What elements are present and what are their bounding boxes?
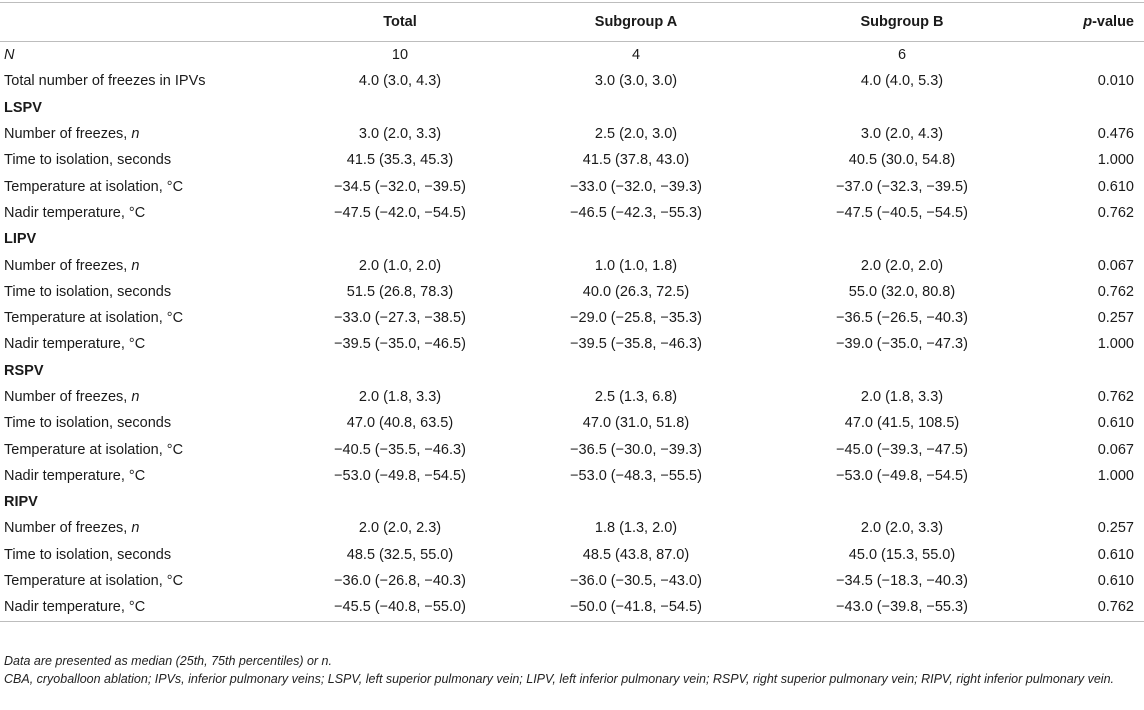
row-label (0, 436, 300, 462)
cell-p-value: 0.762 (1097, 204, 1134, 221)
row-label (0, 331, 300, 357)
cell-subgroup-b: 2.0 (2.0, 3.3) (860, 520, 944, 537)
table-row (0, 384, 1144, 410)
cell-total: 2.0 (2.0, 2.3) (358, 520, 442, 537)
row-label-text: Temperature at isolation, °C (4, 178, 184, 195)
row-label-text: Number of freezes, (4, 389, 132, 405)
cell-subgroup-a: −53.0 (−48.3, −55.5) (570, 467, 702, 484)
row-label-text: Number of freezes, (4, 126, 132, 143)
header-total: Total (300, 3, 500, 42)
cell-subgroup-b: −53.0 (−49.8, −54.5) (836, 467, 968, 484)
table-row (0, 279, 1144, 305)
section-spacer (500, 226, 772, 252)
table-row (0, 305, 1144, 331)
cell-total: −53.0 (−49.8, −54.5) (334, 467, 466, 484)
cell-subgroup-a: 48.5 (43.8, 87.0) (582, 546, 690, 563)
cell-subgroup-b: 3.0 (2.0, 4.3) (860, 126, 944, 143)
section-spacer (500, 358, 772, 384)
cell-p-value: 0.610 (1097, 573, 1134, 590)
row-label-italic: n (131, 126, 140, 143)
n-subgroup-b: 6 (897, 47, 907, 64)
row-label (0, 568, 300, 594)
row-label-text: Temperature at isolation, °C (4, 573, 184, 590)
section-spacer (300, 95, 500, 121)
row-label-text: Nadir temperature, °C (4, 599, 146, 616)
row-label-text: Nadir temperature, °C (4, 336, 146, 353)
cell-p-value: 0.762 (1097, 389, 1134, 405)
cell-subgroup-a: −36.5 (−30.0, −39.3) (570, 441, 702, 458)
section-spacer (772, 489, 1032, 515)
total-freezes-total: 4.0 (3.0, 4.3) (358, 73, 442, 90)
table-row (0, 200, 1144, 226)
header-label (0, 3, 300, 42)
row-label-italic: n (131, 389, 140, 405)
row-label-text: Temperature at isolation, °C (4, 310, 184, 327)
section-title: LSPV (4, 99, 42, 116)
cell-subgroup-b: 40.5 (30.0, 54.8) (848, 152, 956, 169)
cell-p-value: 0.610 (1097, 415, 1134, 432)
table-footnotes (4, 652, 1140, 688)
cell-p-value: 0.610 (1097, 546, 1134, 563)
cell-subgroup-a: −39.5 (−35.8, −46.3) (570, 336, 702, 353)
row-label (0, 515, 300, 541)
n-row (0, 42, 1144, 69)
section-header-rspv (0, 358, 1144, 384)
total-freezes-row (0, 68, 1144, 94)
total-freezes-p-value: 0.010 (1097, 73, 1134, 90)
table-row (0, 568, 1144, 594)
cell-subgroup-b: 45.0 (15.3, 55.0) (848, 546, 956, 563)
header-p-suffix: -value (1092, 14, 1134, 30)
table-row (0, 173, 1144, 199)
cell-total: −34.5 (−32.0, −39.5) (334, 178, 466, 195)
row-label-italic: n (131, 520, 140, 537)
cell-subgroup-b: 47.0 (41.5, 108.5) (844, 415, 960, 432)
section-title: RIPV (4, 494, 38, 511)
footnote-data-presentation: Data are presented as median (25th, 75th percentiles) or n. (4, 654, 332, 668)
cell-p-value: 0.610 (1097, 178, 1134, 195)
header-p-italic: p (1083, 14, 1093, 30)
cell-subgroup-a: −33.0 (−32.0, −39.3) (570, 178, 702, 195)
cell-subgroup-b: −47.5 (−40.5, −54.5) (836, 204, 968, 221)
n-total: 10 (391, 47, 409, 64)
section-spacer (1032, 95, 1144, 121)
row-label (0, 463, 300, 489)
total-freezes-subgroup-b: 4.0 (4.0, 5.3) (860, 73, 944, 90)
cell-subgroup-b: −34.5 (−18.3, −40.3) (836, 573, 968, 590)
cell-total: −33.0 (−27.3, −38.5) (334, 310, 466, 327)
section-title: RSPV (4, 362, 44, 379)
table-row (0, 331, 1144, 357)
total-freezes-subgroup-a: 3.0 (3.0, 3.0) (594, 73, 678, 90)
cell-subgroup-a: 2.5 (2.0, 3.0) (594, 126, 678, 143)
section-title: LIPV (4, 231, 37, 248)
table-row (0, 410, 1144, 436)
row-label (0, 542, 300, 568)
cell-p-value: 0.067 (1097, 441, 1134, 458)
section-spacer (1032, 226, 1144, 252)
footnote-abbreviations: CBA, cryoballoon ablation; IPVs, inferior pulmonary veins; LSPV, left superior pulmonary vein; LIPV, left inferior pulmonary vein; RSPV, right superior pulmonary vein; RIPV, right inferior pulmonary vein. (4, 672, 1114, 686)
section-spacer (772, 226, 1032, 252)
section-spacer (300, 226, 500, 252)
table-row (0, 147, 1144, 173)
cell-subgroup-b: −43.0 (−39.8, −55.3) (772, 594, 1032, 621)
cell-subgroup-a: −29.0 (−25.8, −35.3) (570, 310, 702, 327)
cell-subgroup-b: −45.0 (−39.3, −47.5) (836, 441, 968, 458)
row-label (0, 173, 300, 199)
cell-subgroup-a: 1.0 (1.0, 1.8) (594, 257, 678, 274)
table-row (0, 594, 1144, 621)
cell-p-value: 0.257 (1097, 520, 1134, 537)
section-spacer (1032, 358, 1144, 384)
section-spacer (772, 358, 1032, 384)
section-spacer (300, 489, 500, 515)
row-label (0, 305, 300, 331)
cell-subgroup-b: 2.0 (2.0, 2.0) (860, 257, 944, 274)
cell-total: −40.5 (−35.5, −46.3) (334, 441, 466, 458)
cell-total: 3.0 (2.0, 3.3) (358, 126, 442, 143)
cell-p-value: 0.762 (1032, 594, 1144, 621)
section-spacer (500, 95, 772, 121)
cell-total: 2.0 (1.8, 3.3) (358, 389, 442, 405)
cell-total: 48.5 (32.5, 55.0) (346, 546, 454, 563)
row-label (0, 410, 300, 436)
cell-subgroup-b: 55.0 (32.0, 80.8) (848, 283, 956, 300)
cell-subgroup-a: 2.5 (1.3, 6.8) (594, 389, 678, 405)
row-label (0, 252, 300, 278)
total-freezes-label: Total number of freezes in IPVs (4, 73, 206, 90)
table-row (0, 463, 1144, 489)
cell-total: 51.5 (26.8, 78.3) (346, 283, 454, 300)
row-label-text: Time to isolation, seconds (4, 415, 172, 432)
n-label-text: N (4, 47, 15, 64)
cell-subgroup-b: −36.5 (−26.5, −40.3) (836, 310, 968, 327)
cell-subgroup-a: −36.0 (−30.5, −43.0) (570, 573, 702, 590)
section-header-lspv (0, 95, 1144, 121)
cell-total: 2.0 (1.0, 2.0) (358, 257, 442, 274)
section-spacer (500, 489, 772, 515)
cell-p-value: 0.476 (1097, 126, 1134, 143)
cell-subgroup-b: 2.0 (1.8, 3.3) (860, 389, 944, 405)
section-spacer (300, 358, 500, 384)
section-header-ripv (0, 489, 1144, 515)
cell-subgroup-a: 1.8 (1.3, 2.0) (594, 520, 678, 537)
cell-subgroup-a: 41.5 (37.8, 43.0) (582, 152, 690, 169)
header-p-value (1032, 3, 1144, 42)
n-label (0, 42, 300, 69)
section-spacer (772, 95, 1032, 121)
row-label-text: Time to isolation, seconds (4, 283, 172, 300)
row-label (0, 121, 300, 147)
section-header-lipv (0, 226, 1144, 252)
row-label-text: Temperature at isolation, °C (4, 441, 184, 458)
cell-subgroup-a: −46.5 (−42.3, −55.3) (570, 204, 702, 221)
header-subgroup-b: Subgroup B (772, 3, 1032, 42)
row-label-text: Time to isolation, seconds (4, 152, 172, 169)
table-row (0, 436, 1144, 462)
row-label (0, 594, 300, 621)
cell-total: −39.5 (−35.0, −46.5) (334, 336, 466, 353)
row-label (0, 384, 300, 410)
row-label-text: Nadir temperature, °C (4, 467, 146, 484)
n-subgroup-a: 4 (631, 47, 641, 64)
cell-total: −36.0 (−26.8, −40.3) (334, 573, 466, 590)
cell-p-value: 0.762 (1097, 283, 1134, 300)
cell-total: −45.5 (−40.8, −55.0) (300, 594, 500, 621)
cell-total: 41.5 (35.3, 45.3) (346, 152, 454, 169)
row-label (0, 147, 300, 173)
cell-subgroup-b: −39.0 (−35.0, −47.3) (836, 336, 968, 353)
row-label-italic: n (131, 257, 140, 274)
cell-p-value: 0.067 (1097, 257, 1134, 274)
results-table (0, 2, 1144, 622)
cell-subgroup-a: 47.0 (31.0, 51.8) (582, 415, 690, 432)
cell-subgroup-b: −37.0 (−32.3, −39.5) (836, 178, 968, 195)
cell-p-value: 1.000 (1097, 152, 1134, 169)
cell-subgroup-a: 40.0 (26.3, 72.5) (582, 283, 690, 300)
table-row (0, 542, 1144, 568)
row-label-text: Time to isolation, seconds (4, 546, 172, 563)
row-label-text: Number of freezes, (4, 520, 132, 537)
cell-total: −47.5 (−42.0, −54.5) (334, 204, 466, 221)
row-label-text: Nadir temperature, °C (4, 204, 146, 221)
row-label (0, 200, 300, 226)
cell-p-value: 1.000 (1097, 467, 1134, 484)
header-row (0, 3, 1144, 42)
cell-p-value: 0.257 (1097, 310, 1134, 327)
header-subgroup-a: Subgroup A (500, 3, 772, 42)
cell-total: 47.0 (40.8, 63.5) (346, 415, 454, 432)
row-label (0, 279, 300, 305)
row-label-text: Number of freezes, (4, 257, 132, 274)
cell-subgroup-a: −50.0 (−41.8, −54.5) (500, 594, 772, 621)
table-row (0, 252, 1144, 278)
table-row (0, 515, 1144, 541)
table-body (0, 42, 1144, 622)
n-p-value (1032, 42, 1144, 69)
cell-p-value: 1.000 (1097, 336, 1134, 353)
section-spacer (1032, 489, 1144, 515)
table-row (0, 121, 1144, 147)
